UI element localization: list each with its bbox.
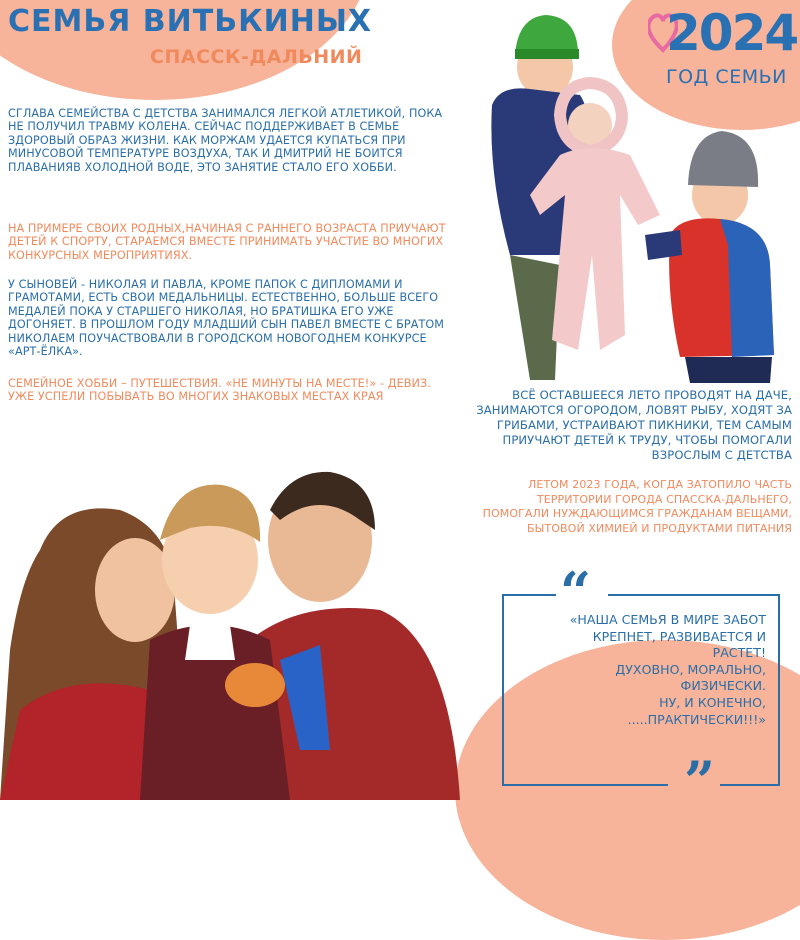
quote-line: .....ПРАКТИЧЕСКИ!!!» [627, 711, 766, 727]
family-quote [508, 612, 766, 728]
quote-line: ФИЗИЧЕСКИ. [680, 678, 766, 694]
paragraph-sons: У СЫНОВЕЙ - НИКОЛАЯ И ПАВЛА, КРОМЕ ПАПОК С ДИПЛОМАМИ И ГРАМОТАМИ, ЕСТЬ СВОИ МЕДАЛЬНИЦЫ. ЕСТЕСТВЕННО, БОЛЬШЕ ВСЕГО МЕДАЛЕЙ ПОКА У СТАРШЕГО НИКОЛАЯ, НО БРАТИШКА ЕГО УЖЕ ДОГОНЯЕТ. В ПРОШЛОМ ГОДУ МЛАДШИЙ СЫН ПАВЕЛ ВМЕСТЕ С БРАТОМ НИКОЛАЕМ ПОУЧАСТВОВАЛИ В ГОРОДСКОМ НОВОГОДНЕМ КОНКУРСЕ «АРТ-ЁЛКА». [8, 278, 445, 359]
quote-line: КРЕПНЕТ, РАЗВИВАЕТСЯ И [592, 628, 766, 644]
page-title: СЕМЬЯ ВИТЬКИНЫХ [8, 4, 373, 39]
quote-open-mark: “ [560, 560, 592, 624]
logo-year: 2024 [666, 4, 798, 62]
paragraph-head-of-family: СГЛАВА СЕМЕЙСТВА С ДЕТСТВА ЗАНИМАЛСЯ ЛЕГКОЙ АТЛЕТИКОЙ, ПОКА НЕ ПОЛУЧИЛ ТРАВМУ КОЛЕНА. СЕЙЧАС ПОДДЕРЖИВАЕТ В СЕМЬЕ ЗДОРОВЫЙ ОБРАЗ ЖИЗНИ. КАК МОРЖАМ УДАЕТСЯ КУПАТЬСЯ ПРИ МИНУСОВОЙ ТЕМПЕРАТУРЕ ВОЗДУХА, ТАК И ДМИТРИЙ НЕ БОИТСЯ ПЛАВАНИЯВ ХОЛОДНОЙ ВОДЕ, ЭТО ЗАНЯТИЕ СТАЛО ЕГО ХОББИ. [8, 107, 443, 174]
paragraph-summer: ВСЁ ОСТАВШЕЕСЯ ЛЕТО ПРОВОДЯТ НА ДАЧЕ, ЗАНИМАЮТСЯ ОГОРОДОМ, ЛОВЯТ РЫБУ, ХОДЯТ ЗА ГРИБАМИ, УСТРАИВАЮТ ПИКНИКИ, ТЕМ САМЫМ ПРИУЧАЮТ ДЕТЕЙ К ТРУДУ, ЧТОБЫ ПОМОГАЛИ ВЗРОСЛЫМ С ДЕТСТВА [476, 388, 792, 462]
quote-line: ДУХОВНО, МОРАЛЬНО, [615, 661, 766, 677]
paragraph-sport: НА ПРИМЕРЕ СВОИХ РОДНЫХ,НАЧИНАЯ С РАННЕГО ВОЗРАСТА ПРИУЧАЮТ ДЕТЕЙ К СПОРТУ, СТАРАЕМСЯ ВМЕСТЕ ПРИНИМАТЬ УЧАСТИЕ ВО МНОГИХ КОНКУРСНЫХ МЕРОПРИЯТИЯХ. [8, 222, 446, 262]
quote-close-mark: ” [684, 749, 716, 813]
family-photo [0, 450, 470, 800]
children-winter-photo [470, 5, 790, 385]
paragraph-hobby: СЕМЕЙНОЕ ХОББИ – ПУТЕШЕСТВИЯ. «НЕ МИНУТЫ НА МЕСТЕ!» - ДЕВИЗ. УЖЕ УСПЕЛИ ПОБЫВАТЬ ВО МНОГИХ ЗНАКОВЫХ МЕСТАХ КРАЯ [8, 377, 431, 404]
paragraph-flood-help: ЛЕТОМ 2023 ГОДА, КОГДА ЗАТОПИЛО ЧАСТЬ ТЕРРИТОРИИ ГОРОДА СПАССКА-ДАЛЬНЕГО, ПОМОГАЛИ НУЖДАЮЩИМСЯ ГРАЖДАНАМ ВЕЩАМИ, БЫТОВОЙ ХИМИЕЙ И ПРОДУКТАМИ ПИТАНИЯ [482, 478, 792, 535]
quote-line: «НАША СЕМЬЯ В МИРЕ ЗАБОТ [569, 612, 766, 627]
logo-caption: ГОД СЕМЬИ [666, 66, 787, 88]
page-subtitle: СПАССК-ДАЛЬНИЙ [150, 46, 363, 68]
quote-line: НУ, И КОНЕЧНО, [659, 694, 766, 710]
quote-line: РАСТЕТ! [712, 645, 766, 661]
